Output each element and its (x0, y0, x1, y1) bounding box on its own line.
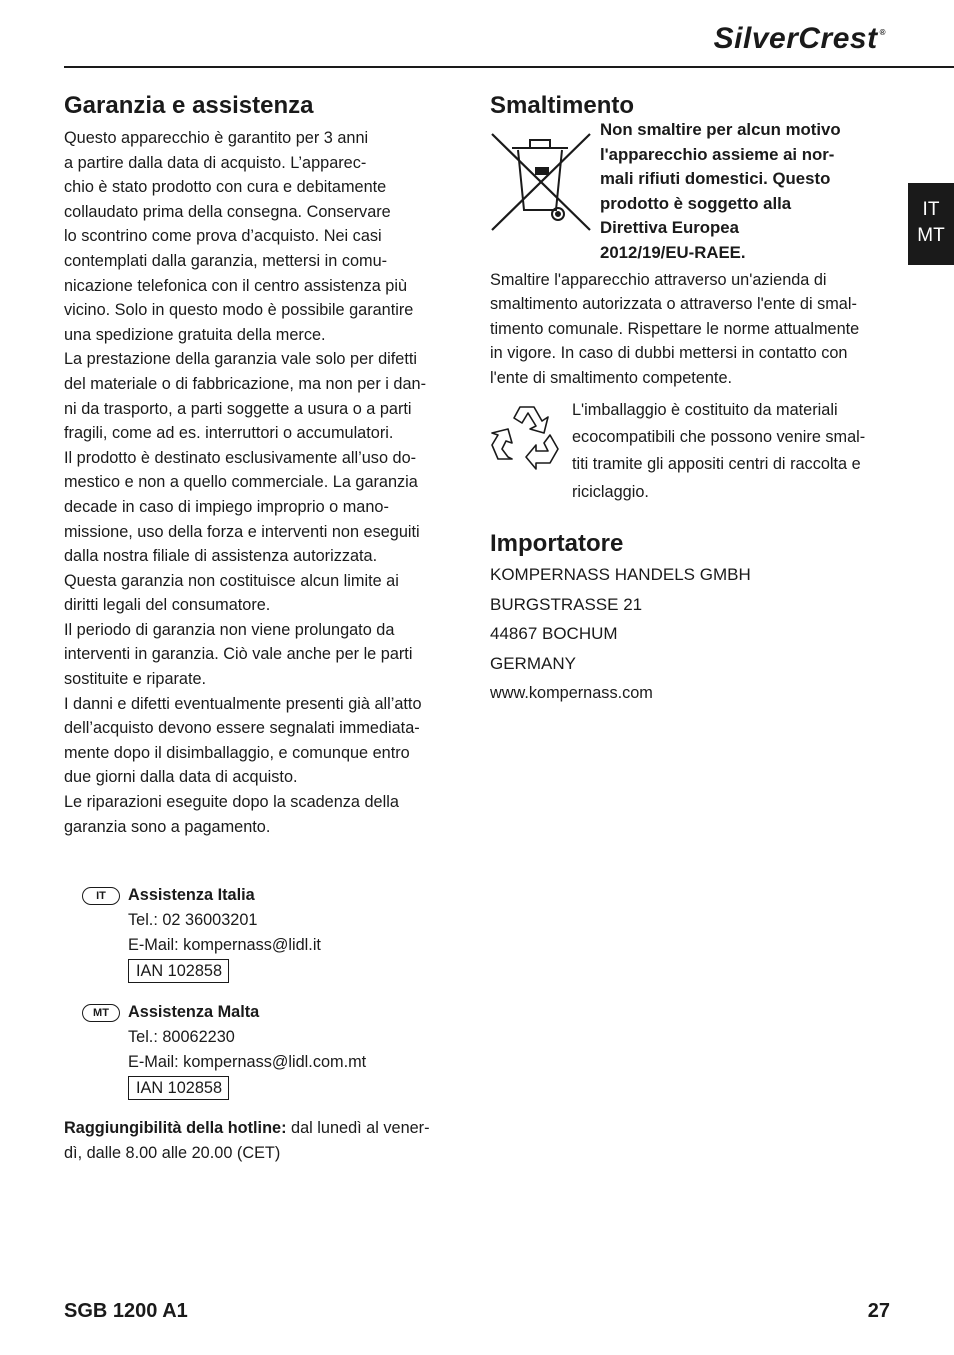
warranty-line: a partire dalla data di acquisto. L’apparec- (64, 153, 367, 172)
packaging-line: riciclaggio. (572, 482, 649, 501)
ian-box: IAN 102858 (128, 959, 229, 983)
service-email: E-Mail: kompernass@lidl.com.mt (128, 1052, 367, 1071)
service-tel: Tel.: 02 36003201 (128, 910, 258, 929)
disposal-line: smaltimento autorizzata o attraverso l'ente di smal- (490, 295, 857, 314)
hotline-text: dal lunedì al vener- (286, 1119, 430, 1137)
weee-line: 2012/19/EU-RAEE. (600, 242, 746, 262)
service-tel: Tel.: 80062230 (128, 1027, 235, 1046)
warranty-line: sostituite e riparate. (64, 670, 207, 689)
warranty-line: nicazione telefonica con il centro assistenza più (64, 276, 408, 295)
warranty-line: del materiale o di fabbricazione, ma non per i dan- (64, 374, 427, 393)
lang-tab-mt: MT (917, 225, 945, 246)
weee-line: prodotto è soggetto alla (600, 193, 792, 213)
packaging-line: titi tramite gli appositi centri di raccolta e (572, 455, 861, 474)
warranty-section (64, 92, 464, 839)
disposal-line: in vigore. In caso di dubbi mettersi in contatto con (490, 344, 848, 363)
packaging-text (572, 397, 865, 507)
warranty-line: I danni e difetti eventualmente presenti già all’atto (64, 694, 422, 713)
service-italy (82, 883, 462, 984)
lang-tab-it: IT (922, 199, 940, 220)
warranty-line: lo scontrino come prova d’acquisto. Nei casi (64, 227, 382, 246)
warranty-line: La prestazione della garanzia vale solo per difetti (64, 350, 417, 369)
country-badge-mt: MT (82, 1004, 120, 1022)
warranty-line: Questo apparecchio è garantito per 3 anni (64, 129, 369, 147)
disposal-title: Smaltimento (490, 92, 635, 119)
warranty-title: Garanzia e assistenza (64, 92, 314, 119)
warranty-line: interventi in garanzia. Ciò vale anche per le parti (64, 645, 413, 664)
disposal-section (490, 92, 890, 703)
service-malta (82, 1000, 462, 1101)
brand-logo: SilverCrest ® (713, 22, 886, 55)
hotline-info (64, 1116, 464, 1166)
weee-line: mali rifiuti domestici. Questo (600, 169, 831, 189)
weee-line: l'apparecchio assieme ai nor- (600, 144, 835, 164)
warranty-line: mestico e non a quello commerciale. La garanzia (64, 473, 418, 492)
warranty-line: Questa garanzia non costituisce alcun limite ai (64, 571, 399, 590)
hotline-text: dì, dalle 8.00 alle 20.00 (CET) (64, 1143, 281, 1162)
warranty-line: diritti legali del consumatore. (64, 596, 271, 615)
address-line: GERMANY (490, 653, 576, 673)
warranty-line: dalla nostra filiale di assistenza autorizzata. (64, 547, 378, 566)
warranty-line: una spedizione gratuita della merce. (64, 325, 326, 344)
warranty-line: ni da trasporto, a parti soggette a usura o a parti (64, 399, 412, 418)
warranty-line: mente dopo il disimballaggio, e comunque entro (64, 743, 410, 762)
address-line: 44867 BOCHUM (490, 624, 618, 644)
warranty-text (64, 126, 464, 839)
disposal-body (490, 268, 890, 391)
warranty-line: collaudato prima della consegna. Conservare (64, 202, 391, 221)
country-badge-it: IT (82, 887, 120, 905)
ian-box: IAN 102858 (128, 1076, 229, 1100)
warranty-line: fragili, come ad es. interruttori o accumulatori. (64, 424, 394, 443)
weee-warning (600, 118, 841, 266)
warranty-line: due giorni dalla data di acquisto. (64, 768, 298, 787)
packaging-line: L'imballaggio è costituito da materiali (572, 400, 838, 419)
warranty-line: vicino. Solo in questo modo è possibile garantire (64, 301, 414, 320)
warranty-line: Il prodotto è destinato esclusivamente all’uso do- (64, 448, 417, 467)
language-tab (908, 183, 954, 265)
disposal-line: l'ente di smaltimento competente. (490, 368, 733, 387)
disposal-line: timento comunale. Rispettare le norme attualmente (490, 319, 860, 338)
crossed-bin-icon (490, 124, 594, 244)
service-title: Assistenza Italia (128, 886, 255, 904)
address-line: KOMPERNASS HANDELS GMBH (490, 565, 751, 585)
page-number: 27 (867, 1300, 890, 1322)
weee-line: Non smaltire per alcun motivo (600, 120, 841, 139)
recycle-icon (490, 399, 566, 475)
warranty-line: Il periodo di garanzia non viene prolungato da (64, 620, 395, 639)
warranty-line: contemplati dalla garanzia, mettersi in comu- (64, 251, 388, 270)
header-rule (64, 66, 954, 68)
importer-url: www.kompernass.com (490, 683, 653, 702)
warranty-line: decade in caso di impiego improprio o mano- (64, 497, 389, 516)
warranty-line: garanzia sono a pagamento. (64, 817, 271, 836)
importer-address (490, 560, 890, 678)
warranty-line: dell’acquisto devono essere segnalati immediata- (64, 719, 420, 738)
importer-title: Importatore (490, 530, 624, 558)
warranty-line: Le riparazioni eseguite dopo la scadenza della (64, 793, 399, 812)
weee-line: Direttiva Europea (600, 218, 739, 238)
warranty-line: chio è stato prodotto con cura e debitamente (64, 178, 387, 197)
packaging-line: ecocompatibili che possono venire smal- (572, 427, 866, 446)
hotline-label: Raggiungibilità della hotline: (64, 1119, 287, 1137)
service-title: Assistenza Malta (128, 1003, 260, 1021)
service-email: E-Mail: kompernass@lidl.it (128, 935, 321, 954)
address-line: BURGSTRASSE 21 (490, 594, 643, 614)
footer-model: SGB 1200 A1 (64, 1300, 188, 1322)
disposal-line: Smaltire l'apparecchio attraverso un'azienda di (490, 270, 827, 289)
warranty-line: missione, uso della forza e interventi non eseguiti (64, 522, 420, 541)
